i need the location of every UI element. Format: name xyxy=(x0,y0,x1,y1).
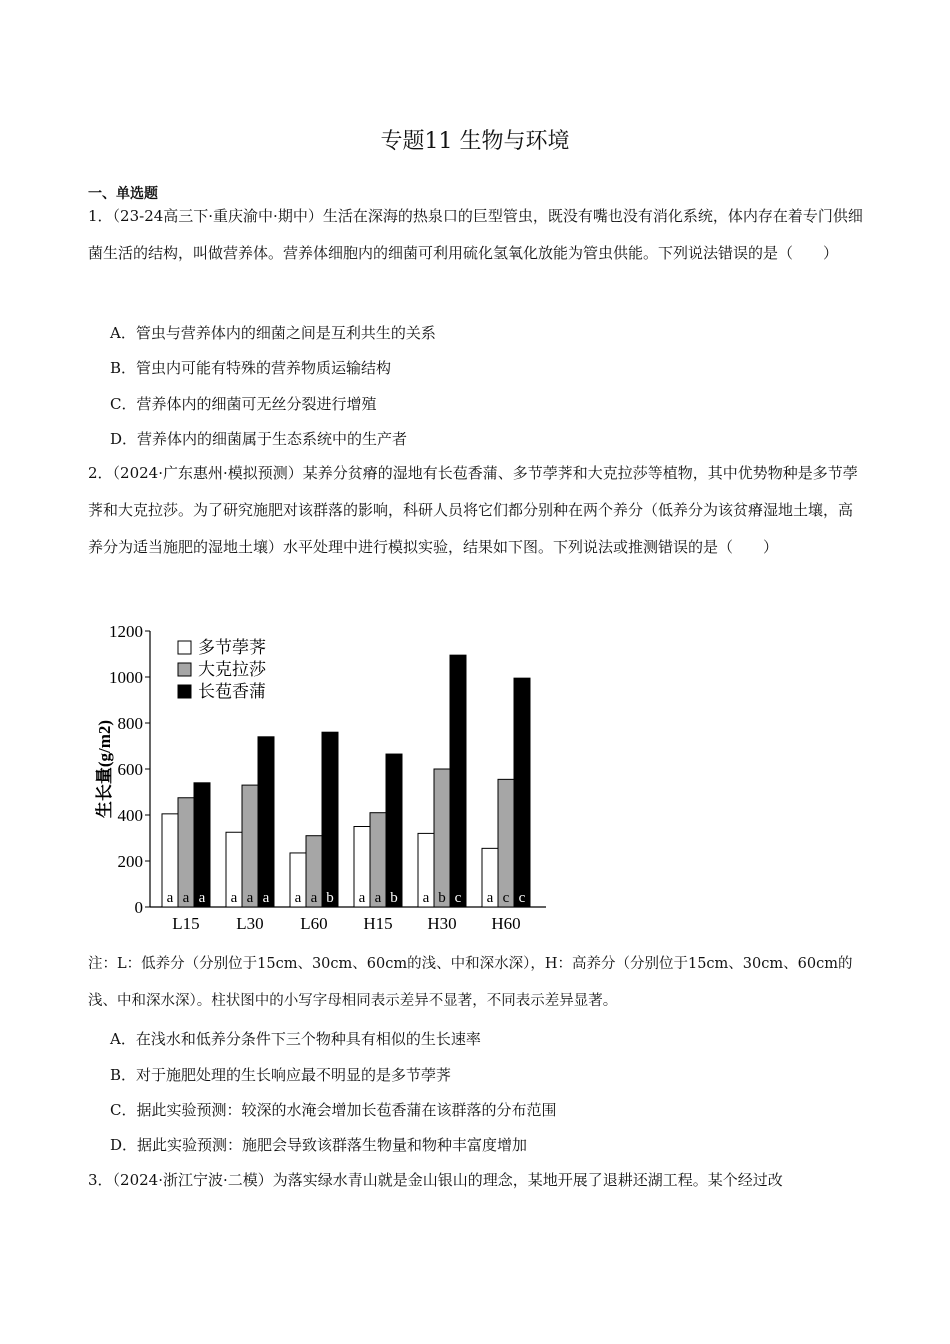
q1-option-c: C．营养体内的细菌可无丝分裂进行增殖 xyxy=(110,395,377,413)
y-tick-label: 1000 xyxy=(109,668,143,687)
q1-option-b: B．管虫内可能有特殊的营养物质运输结构 xyxy=(110,359,392,377)
x-tick-label: H15 xyxy=(363,914,393,933)
q1-option-d: D．营养体内的细菌属于生态系统中的生产者 xyxy=(110,430,408,448)
bar-letter-label: c xyxy=(454,890,462,906)
bar-letter-label: a xyxy=(310,890,318,906)
y-axis-title: 生长量(g/m2) xyxy=(95,719,114,819)
y-tick-label: 200 xyxy=(117,852,143,871)
growth-bar-chart xyxy=(88,615,558,935)
bar-letter-label: a xyxy=(198,890,206,906)
y-tick-label: 1200 xyxy=(109,622,143,641)
bar-letter-label: c xyxy=(518,890,526,906)
q2-option-b: B．对于施肥处理的生长响应最不明显的是多节荸荠 xyxy=(110,1066,452,1084)
section-heading: 一、单选题 xyxy=(88,186,158,202)
legend-swatch xyxy=(178,663,191,676)
q1-stem: 1．（23-24高三下·重庆渝中·期中）生活在深海的热泉口的巨型管虫，既没有嘴也没有消化系统，体内存在着专门供细菌生活的结构，叫做营养体。营养体细胞内的细菌可利用硫化氢氧化放能为管虫供能。下列说法错误的是（ ） xyxy=(88,207,863,262)
y-tick-label: 400 xyxy=(117,806,143,825)
bar xyxy=(194,783,210,907)
bar xyxy=(322,732,338,907)
bar xyxy=(450,655,466,907)
bar xyxy=(386,754,402,907)
legend-swatch xyxy=(178,685,191,698)
bar-letter-label: a xyxy=(486,890,494,906)
q1-option-a: A．管虫与营养体内的细菌之间是互利共生的关系 xyxy=(110,324,436,342)
bar-letter-label: a xyxy=(166,890,174,906)
legend-swatch xyxy=(178,641,191,654)
legend-label: 大克拉莎 xyxy=(198,660,266,679)
q2-option-c: C．据此实验预测：较深的水淹会增加长苞香蒲在该群落的分布范围 xyxy=(110,1101,557,1119)
bar-letter-label: a xyxy=(422,890,430,906)
bar xyxy=(242,785,258,907)
bar xyxy=(258,737,274,907)
y-tick-label: 800 xyxy=(117,714,143,733)
x-tick-label: L60 xyxy=(300,914,328,933)
legend-label: 多节荸荠 xyxy=(198,638,266,657)
x-tick-label: H30 xyxy=(427,914,457,933)
bar-letter-label: a xyxy=(374,890,382,906)
bar-letter-label: b xyxy=(438,890,446,906)
page-title: 专题11 生物与环境 xyxy=(380,129,570,154)
bar xyxy=(434,769,450,907)
q2-stem: 2．（2024·广东惠州·模拟预测）某养分贫瘠的湿地有长苞香蒲、多节荸荠和大克拉莎等植物，其中优势物种是多节荸荠和大克拉莎。为了研究施肥对该群落的影响，科研人员将它们都分别种在两个养分（低养分为该贫瘠湿地土壤，高养分为适当施肥的湿地土壤）水平处理中进行模拟实验，结果如下图。下列说法或推测错误的是（ ） xyxy=(88,464,858,556)
x-tick-label: L30 xyxy=(236,914,264,933)
y-tick-label: 0 xyxy=(134,898,143,917)
legend-label: 长苞香蒲 xyxy=(198,682,266,701)
x-tick-label: L15 xyxy=(172,914,200,933)
x-tick-label: H60 xyxy=(491,914,521,933)
q2-option-d: D．据此实验预测：施肥会导致该群落生物量和物种丰富度增加 xyxy=(110,1136,528,1154)
y-tick-label: 600 xyxy=(117,760,143,779)
bar xyxy=(514,678,530,907)
bar-letter-label: a xyxy=(358,890,366,906)
bar xyxy=(498,779,514,907)
bar-letter-label: b xyxy=(390,890,398,906)
bar-letter-label: c xyxy=(502,890,510,906)
bar-letter-label: b xyxy=(326,890,334,906)
bar-letter-label: a xyxy=(230,890,238,906)
q2-note: 注：L：低养分（分别位于15cm、30cm、60cm的浅、中和深水深），H：高养分（分别位于15cm、30cm、60cm的浅、中和深水深）。柱状图中的小写字母相同表示差异不显著，不同表示差异显著。 xyxy=(88,956,853,1009)
bar-letter-label: a xyxy=(182,890,190,906)
q2-option-a: A．在浅水和低养分条件下三个物种具有相似的生长速率 xyxy=(110,1030,481,1048)
bar-letter-label: a xyxy=(262,890,270,906)
bar-letter-label: a xyxy=(294,890,302,906)
bar-letter-label: a xyxy=(246,890,254,906)
q3-stem: 3．（2024·浙江宁波·二模）为落实绿水青山就是金山银山的理念，某地开展了退耕还湖工程。某个经过改 xyxy=(88,1171,783,1189)
